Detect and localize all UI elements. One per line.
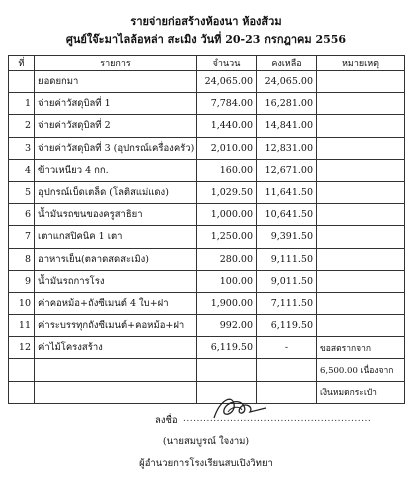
table-row <box>9 204 405 226</box>
cell-item: ค่าไม้โครงสร้าง <box>35 337 197 359</box>
cell-amount: 2,010.00 <box>197 137 257 159</box>
table-row <box>9 270 405 292</box>
cell-no: 4 <box>9 159 35 181</box>
cell-balance: 12,671.00 <box>257 159 317 181</box>
expense-table <box>8 55 405 404</box>
cell-note <box>317 137 405 159</box>
cell-amount: 1,000.00 <box>197 204 257 226</box>
cell-no: 11 <box>9 315 35 337</box>
cell-balance: 11,641.50 <box>257 181 317 203</box>
cell-amount: 1,440.00 <box>197 115 257 137</box>
table-row <box>9 292 405 314</box>
cell-amount: 6,119.50 <box>197 337 257 359</box>
cell-no: 1 <box>9 93 35 115</box>
table-row <box>9 337 405 359</box>
table-header-row <box>9 56 405 71</box>
cell-amount: 24,065.00 <box>197 71 257 93</box>
cell-item: จ่ายค่าวัสดุบิลที่ 1 <box>35 93 197 115</box>
cell-no <box>9 71 35 93</box>
cell-item: จ่ายค่าวัสดุบิลที่ 2 <box>35 115 197 137</box>
signature-label: ลงชื่อ <box>155 415 178 426</box>
cell-item <box>35 359 197 381</box>
cell-note <box>317 270 405 292</box>
document-subtitle: ศูนย์ใจ๊ะมาไลล้อหล่า สะเมิง วันที่ 20-23 กรกฎาคม 2556 <box>65 33 347 46</box>
cell-note <box>317 93 405 115</box>
cell-note: 6,500.00 เนื่องจาก <box>317 359 405 381</box>
table-row <box>9 159 405 181</box>
table-row <box>9 315 405 337</box>
cell-note <box>317 226 405 248</box>
signature-dotted-line: ........................................................ <box>183 414 372 424</box>
column-header-item: รายการ <box>35 56 197 71</box>
cell-amount <box>197 359 257 381</box>
cell-balance: 6,119.50 <box>257 315 317 337</box>
cell-note <box>317 181 405 203</box>
column-header-note: หมายเหตุ <box>317 56 405 71</box>
cell-note <box>317 159 405 181</box>
cell-balance: 9,011.50 <box>257 270 317 292</box>
cell-no: 2 <box>9 115 35 137</box>
cell-item: ข้าวเหนียว 4 กก. <box>35 159 197 181</box>
cell-note: ขอสตรากจาก <box>317 337 405 359</box>
cell-balance: 7,111.50 <box>257 292 317 314</box>
cell-balance: 16,281.00 <box>257 93 317 115</box>
cell-balance: 9,111.50 <box>257 248 317 270</box>
cell-item: ยอดยกมา <box>35 71 197 93</box>
signatory-position: ผู้อำนวยการโรงเรียนสบเปิงวิทยา <box>139 458 273 469</box>
cell-no: 7 <box>9 226 35 248</box>
cell-no: 5 <box>9 181 35 203</box>
cell-amount: 1,900.00 <box>197 292 257 314</box>
cell-note: เงินหมดกระเป๋า <box>317 381 405 403</box>
cell-balance: - <box>257 337 317 359</box>
cell-amount: 160.00 <box>197 159 257 181</box>
cell-note <box>317 71 405 93</box>
cell-item: อาหารเย็น(ตลาดสดสะเมิง) <box>35 248 197 270</box>
cell-balance: 24,065.00 <box>257 71 317 93</box>
cell-balance <box>257 359 317 381</box>
document-title: รายจ่ายก่อสร้างห้องนา ห้องส้วม <box>130 15 282 28</box>
cell-balance: 12,831.00 <box>257 137 317 159</box>
cell-item: น้ำมันรถการโรง <box>35 270 197 292</box>
cell-note <box>317 315 405 337</box>
handwritten-signature <box>210 392 270 424</box>
cell-no: 10 <box>9 292 35 314</box>
cell-no: 3 <box>9 137 35 159</box>
table-row <box>9 93 405 115</box>
cell-note <box>317 115 405 137</box>
table-body <box>9 71 405 404</box>
cell-item: ค่าระบรรทุกถังซีเมนต์+คอหม้อ+ฝา <box>35 315 197 337</box>
cell-no <box>9 359 35 381</box>
table-row <box>9 137 405 159</box>
cell-item: อุปกรณ์เบ็ดเตล็ด (โลติสแม่แดง) <box>35 181 197 203</box>
cell-no: 8 <box>9 248 35 270</box>
cell-amount: 7,784.00 <box>197 93 257 115</box>
cell-balance: 9,391.50 <box>257 226 317 248</box>
cell-amount: 992.00 <box>197 315 257 337</box>
column-header-balance: คงเหลือ <box>257 56 317 71</box>
cell-no: 6 <box>9 204 35 226</box>
cell-note <box>317 204 405 226</box>
signature-block <box>0 390 412 480</box>
cell-amount: 1,250.00 <box>197 226 257 248</box>
cell-amount: 280.00 <box>197 248 257 270</box>
cell-item: ค่าคอหม้อ+ถังซีเมนต์ 4 ใบ+ฝา <box>35 292 197 314</box>
table-row <box>9 115 405 137</box>
cell-balance: 14,841.00 <box>257 115 317 137</box>
column-header-amount: จำนวน <box>197 56 257 71</box>
column-header-no: ที่ <box>9 56 35 71</box>
table-row <box>9 181 405 203</box>
cell-item: เตาแกสปิคนิค 1 เตา <box>35 226 197 248</box>
cell-amount: 1,029.50 <box>197 181 257 203</box>
cell-item: จ่ายค่าวัสดุบิลที่ 3 (อุปกรณ์เครื่องครัว) <box>35 137 197 159</box>
table-row <box>9 71 405 93</box>
cell-no: 12 <box>9 337 35 359</box>
signatory-name: (นายสมบูรณ์ ใจงาม) <box>162 436 250 447</box>
cell-item: น้ำมันรถขนของครูสาธิยา <box>35 204 197 226</box>
cell-note <box>317 292 405 314</box>
cell-amount: 100.00 <box>197 270 257 292</box>
table-row <box>9 248 405 270</box>
table-row <box>9 226 405 248</box>
cell-no: 9 <box>9 270 35 292</box>
cell-note <box>317 248 405 270</box>
cell-balance: 10,641.50 <box>257 204 317 226</box>
table-row <box>9 359 405 381</box>
